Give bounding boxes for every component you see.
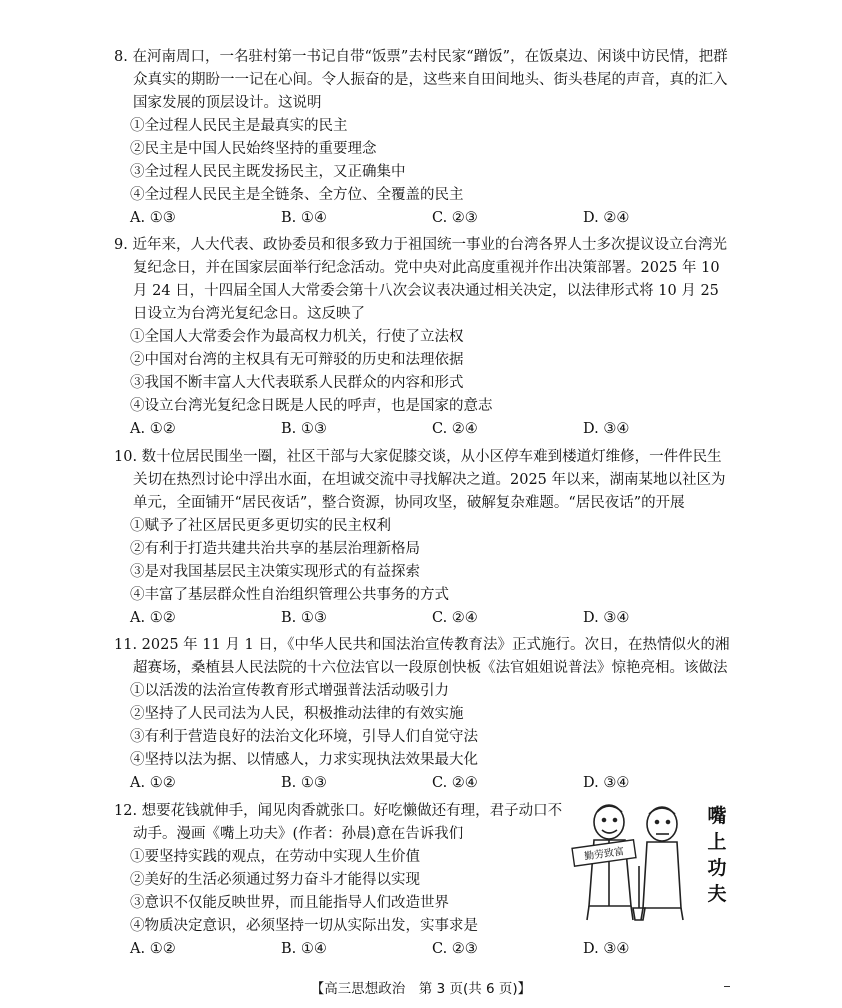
- statement-3: ③有利于营造良好的法治文化环境，引导人们自觉守法: [130, 729, 478, 745]
- question-10: [114, 446, 734, 630]
- choice-d[interactable]: D. ③④: [583, 775, 630, 791]
- statement-2: ②坚持了人民司法为人民，积极推动法律的有效实施: [130, 706, 464, 722]
- question-stem: 8. 在河南周口，一名驻村第一书记自带“饭票”去村民家“蹭饭”，在饭桌边、闲谈中访民情，把群众真实的期盼一一记在心间。令人振奋的是，这些来自田间地头、街头巷尾的声音，真的汇入国家发展的顶层设计。这说明: [114, 49, 728, 111]
- statement-4: ④坚持以法为据、以情感人，力求实现执法效果最大化: [130, 752, 478, 768]
- statement-4: ④物质决定意识，必须坚持一切从实际出发，实事求是: [130, 918, 478, 934]
- figure-right: [641, 807, 683, 920]
- cartoon-illustration: [567, 796, 737, 924]
- choice-c[interactable]: C. ②③: [432, 210, 478, 226]
- statement-4: ④全过程人民民主是全链条、全方位、全覆盖的民主: [130, 187, 464, 203]
- sign-text: 勤劳致富: [583, 846, 625, 863]
- statement-4: ④设立台湾光复纪念日既是人民的呼声，也是国家的意志: [130, 398, 493, 414]
- choice-a[interactable]: A. ①②: [130, 610, 176, 626]
- question-8: [114, 46, 734, 230]
- choice-b[interactable]: B. ①④: [281, 941, 327, 957]
- statement-1: ①赋予了社区居民更多更切实的民主权利: [130, 518, 391, 534]
- answer-choices: [114, 418, 734, 441]
- statement-3: ③我国不断丰富人大代表联系人民群众的内容和形式: [130, 375, 464, 391]
- statement-2: ②中国对台湾的主权具有无可辩驳的历史和法理依据: [130, 352, 464, 368]
- statement-1: ①要坚持实践的观点，在劳动中实现人生价值: [130, 849, 420, 865]
- choice-b[interactable]: B. ①③: [281, 421, 327, 437]
- statement-1: ①全国人大常委会作为最高权力机关，行使了立法权: [130, 329, 464, 345]
- choice-b[interactable]: B. ①④: [281, 210, 327, 226]
- statement-2: ②有利于打造共建共治共享的基层治理新格局: [130, 541, 420, 557]
- choice-d[interactable]: D. ③④: [583, 421, 630, 437]
- statement-2: ②民主是中国人民始终坚持的重要理念: [130, 141, 377, 157]
- choice-a[interactable]: A. ①③: [130, 210, 176, 226]
- statement-4: ④丰富了基层群众性自治组织管理公共事务的方式: [130, 587, 449, 603]
- choice-c[interactable]: C. ②④: [432, 610, 478, 626]
- choice-c[interactable]: C. ②④: [432, 775, 478, 791]
- statement-3: ③意识不仅能反映世界，而且能指导人们改造世界: [130, 895, 449, 911]
- answer-choices: [114, 607, 734, 630]
- choice-d[interactable]: D. ③④: [583, 610, 630, 626]
- answer-choices: [114, 772, 734, 795]
- choice-a[interactable]: A. ①②: [130, 421, 176, 437]
- statement-3: ③全过程人民民主既发扬民主，又正确集中: [130, 164, 406, 180]
- choice-b[interactable]: B. ①③: [281, 610, 327, 626]
- statement-3: ③是对我国基层民主决策实现形式的有益探索: [130, 564, 420, 580]
- question-stem: 12. 想要花钱就伸手，闻见肉香就张口。好吃懒做还有理，君子动口不动手。漫画《嘴上功夫》(作者：孙晨)意在告诉我们: [114, 803, 563, 842]
- cartoon-title-char: 功: [707, 857, 727, 879]
- answer-choices: [114, 207, 734, 230]
- choice-a[interactable]: A. ①②: [130, 775, 176, 791]
- question-stem: 11. 2025 年 11 月 1 日，《中华人民共和国法治宣传教育法》正式施行。次日，在热情似火的湘超赛场，桑植县人民法院的十六位法官以一段原创快板《法官姐姐说普法》惊艳亮相。该做法: [114, 637, 730, 676]
- question-stem: 10. 数十位居民围坐一圈，社区干部与大家促膝交谈，从小区停车难到楼道灯维修，一件件民生关切在热烈讨论中浮出水面，在坦诚交流中寻找解决之道。2025 年以来，湖南某地以社区为单元，全面铺开“居民夜话”，整合资源，协同攻坚，破解复杂难题。“居民夜话”的开展: [114, 449, 726, 511]
- cartoon-title-char: 嘴: [707, 805, 727, 827]
- question-stem: 9. 近年来，人大代表、政协委员和很多致力于祖国统一事业的台湾各界人士多次提议设立台湾光复纪念日，并在国家层面举行纪念活动。党中央对此高度重视并作出决策部署。2025 年 10 月 24 日，十四届全国人大常委会第十八次会议表决通过相关决定，以法律形式将 10 月 25 日设立为台湾光复纪念日。这反映了: [114, 237, 727, 322]
- answer-choices: [114, 938, 734, 961]
- statement-1: ①全过程人民民主是最真实的民主: [130, 118, 348, 134]
- choice-d[interactable]: D. ②④: [583, 210, 630, 226]
- statement-2: ②美好的生活必须通过努力奋斗才能得以实现: [130, 872, 420, 888]
- footer-mark: [724, 986, 730, 987]
- question-11: [114, 634, 734, 795]
- question-9: [114, 234, 734, 441]
- cartoon-title-char: 上: [707, 831, 727, 853]
- cartoon-title-char: 夫: [707, 883, 727, 905]
- choice-a[interactable]: A. ①②: [130, 941, 176, 957]
- choice-c[interactable]: C. ②④: [432, 421, 478, 437]
- choice-b[interactable]: B. ①③: [281, 775, 327, 791]
- choice-d[interactable]: D. ③④: [583, 941, 630, 957]
- page-footer: 【高三思想政治 第 3 页(共 6 页)】: [310, 981, 532, 997]
- statement-1: ①以活泼的法治宣传教育形式增强普法活动吸引力: [130, 683, 449, 699]
- choice-c[interactable]: C. ②③: [432, 941, 478, 957]
